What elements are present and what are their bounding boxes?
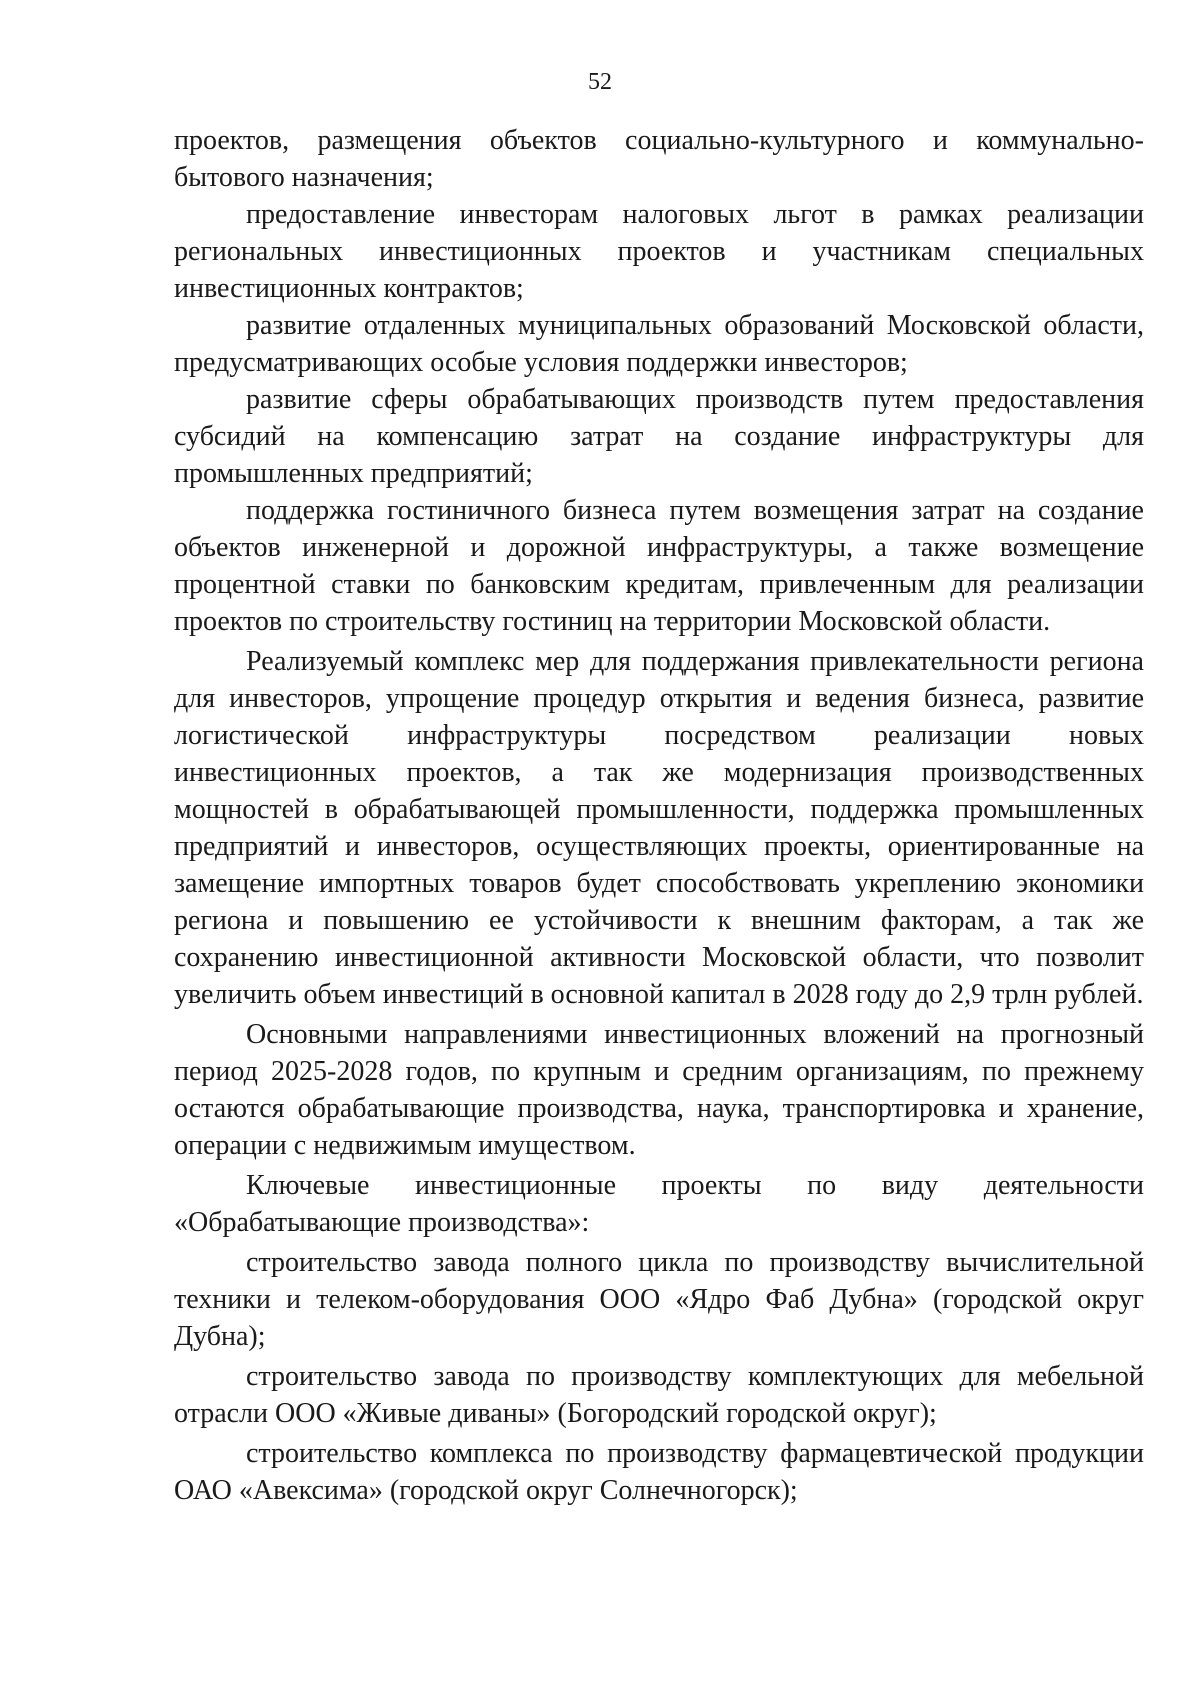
paragraph-investment-measures: Реализуемый комплекс мер для поддержания привлекательности региона для инвесторов, упрощение процедур открытия и ведения бизнеса, развитие логистической инфраструктуры посредством реализации новых инвестиционных проектов, а так же модернизация производственных мощностей в обрабатывающей промышленности, поддержка промышленных предприятий и инвесторов, осуществляющих проекты, ориентированные на замещение импортных товаров будет способствовать укреплению экономики региона и повышению ее устойчивости к внешним факторам, а так же сохранению инвестиционной активности Московской области, что позволит увеличить объем инвестиций в основной капитал в 2028 году до 2,9 трлн рублей.: [174, 646, 1144, 1010]
paragraph-continuation: проектов, размещения объектов социально-культурного и коммунально-бытового назначения;: [174, 125, 1144, 193]
paragraph-remote-municipalities: развитие отдаленных муниципальных образований Московской области, предусматривающих особые условия поддержки инвесторов;: [174, 310, 1144, 378]
paragraph-project-pharma: строительство комплекса по производству фармацевтической продукции ОАО «Авексима» (городской округ Солнечногорск);: [174, 1438, 1144, 1506]
paragraph-key-projects-heading: Ключевые инвестиционные проекты по виду деятельности «Обрабатывающие производства»:: [174, 1170, 1144, 1238]
paragraph-hotel-business: поддержка гостиничного бизнеса путем возмещения затрат на создание объектов инженерной и дорожной инфраструктуры, а также возмещение процентной ставки по банковским кредитам, привлеченным для реализации проектов по строительству гостиниц на территории Московской области.: [174, 495, 1144, 637]
paragraph-project-dubna: строительство завода полного цикла по производству вычислительной техники и телеком-оборудования ООО «Ядро Фаб Дубна» (городской округ Дубна);: [174, 1247, 1144, 1352]
paragraph-investment-directions: Основными направлениями инвестиционных вложений на прогнозный период 2025-2028 годов, по крупным и средним организациям, по прежнему остаются обрабатывающие производства, наука, транспортировка и хранение, операции с недвижимым имуществом.: [174, 1019, 1144, 1161]
paragraph-manufacturing-subsidies: развитие сферы обрабатывающих производств путем предоставления субсидий на компенсацию затрат на создание инфраструктуры для промышленных предприятий;: [174, 384, 1144, 489]
paragraph-tax-benefits: предоставление инвесторам налоговых льгот в рамках реализации региональных инвестиционных проектов и участникам специальных инвестиционных контрактов;: [174, 199, 1144, 304]
page-number: 52: [588, 69, 612, 95]
body-text: [174, 122, 1144, 1509]
paragraph-project-furniture: строительство завода по производству комплектующих для мебельной отрасли ООО «Живые диваны» (Богородский городской округ);: [174, 1361, 1144, 1429]
